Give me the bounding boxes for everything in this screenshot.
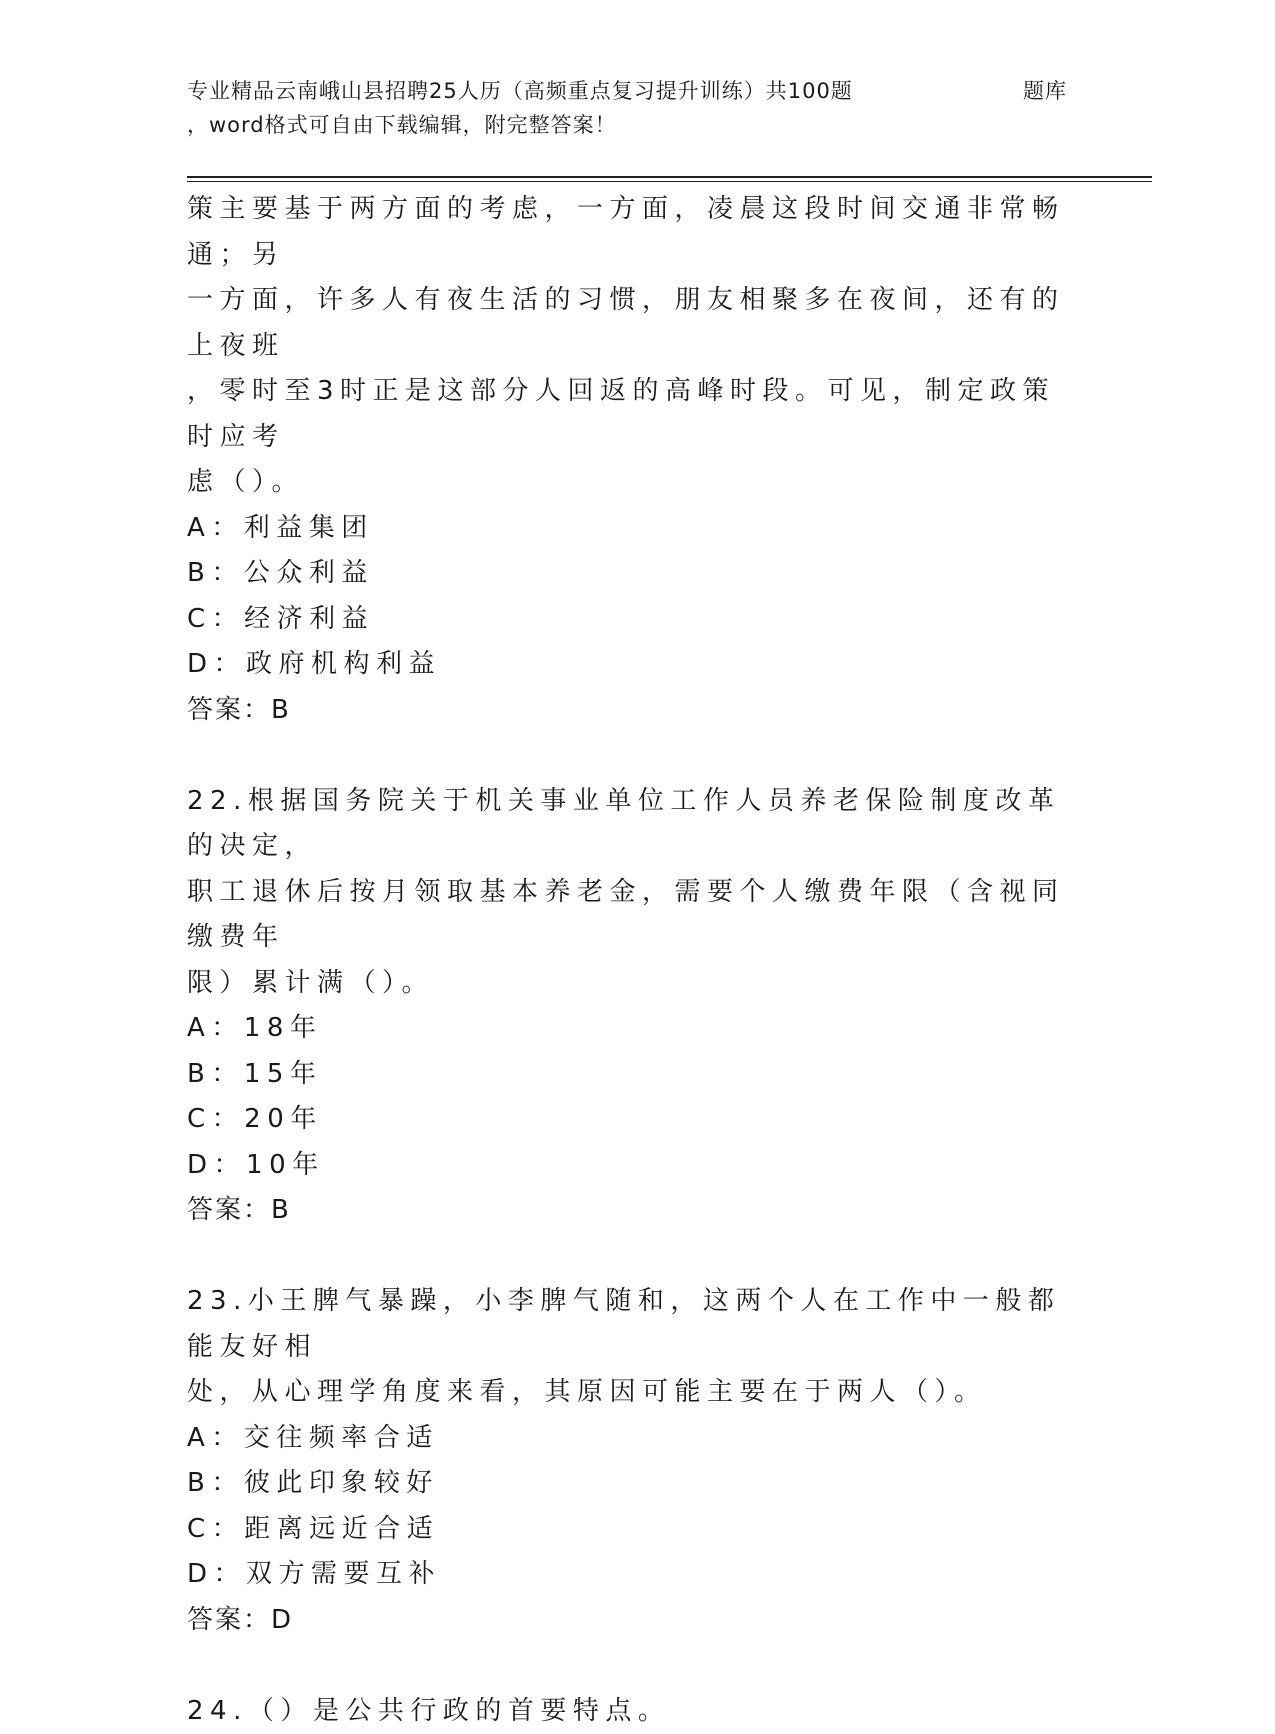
option-b: B：15年	[187, 1052, 1087, 1098]
question-23	[187, 1279, 1087, 1643]
question-text-line: 22.根据国务院关于机关事业单位工作人员养老保险制度改革的决定，	[187, 779, 1087, 870]
answer: 答案：B	[187, 688, 1087, 734]
question-22	[187, 779, 1087, 1234]
header-title: 专业精品云南峨山县招聘25人历（高频重点复习提升训练）共100题	[187, 74, 853, 108]
question-21	[187, 187, 1087, 733]
option-c: C：经济利益	[187, 597, 1087, 643]
question-text-line: 虑（）。	[187, 460, 1087, 506]
option-a: A：利益集团	[187, 506, 1087, 552]
option-c: C：距离远近合适	[187, 1507, 1087, 1553]
option-d: D：双方需要互补	[187, 1552, 1087, 1598]
question-text-line: ，零时至3时正是这部分人回返的高峰时段。可见，制定政策时应考	[187, 369, 1087, 460]
option-a: A：交往频率合适	[187, 1416, 1087, 1462]
header-subtitle: ，word格式可自由下载编辑，附完整答案！	[187, 108, 1067, 142]
header-divider	[187, 176, 1152, 178]
document-body	[187, 187, 1087, 1734]
option-c: C：20年	[187, 1097, 1087, 1143]
answer: 答案：D	[187, 1598, 1087, 1644]
question-text-line: 处，从心理学角度来看，其原因可能主要在于两人（）。	[187, 1370, 1087, 1416]
answer: 答案：B	[187, 1188, 1087, 1234]
option-d: D：政府机构利益	[187, 642, 1087, 688]
option-a: A：18年	[187, 1006, 1087, 1052]
question-text-line: 策主要基于两方面的考虑，一方面，凌晨这段时间交通非常畅通；另	[187, 187, 1087, 278]
option-b: B：公众利益	[187, 551, 1087, 597]
question-text-line: 职工退休后按月领取基本养老金，需要个人缴费年限（含视同缴费年	[187, 870, 1087, 961]
page-header	[187, 74, 1067, 142]
header-divider-thin	[187, 181, 1152, 182]
question-24	[187, 1689, 1087, 1734]
question-text-line: 一方面，许多人有夜生活的习惯，朋友相聚多在夜间，还有的上夜班	[187, 278, 1087, 369]
question-text-line: 限）累计满（）。	[187, 961, 1087, 1007]
option-d: D：10年	[187, 1143, 1087, 1189]
header-label: 题库	[1023, 74, 1067, 108]
question-text-line: 23.小王脾气暴躁，小李脾气随和，这两个人在工作中一般都能友好相	[187, 1279, 1087, 1370]
question-text-line: 24.（）是公共行政的首要特点。	[187, 1689, 1087, 1734]
option-b: B：彼此印象较好	[187, 1461, 1087, 1507]
